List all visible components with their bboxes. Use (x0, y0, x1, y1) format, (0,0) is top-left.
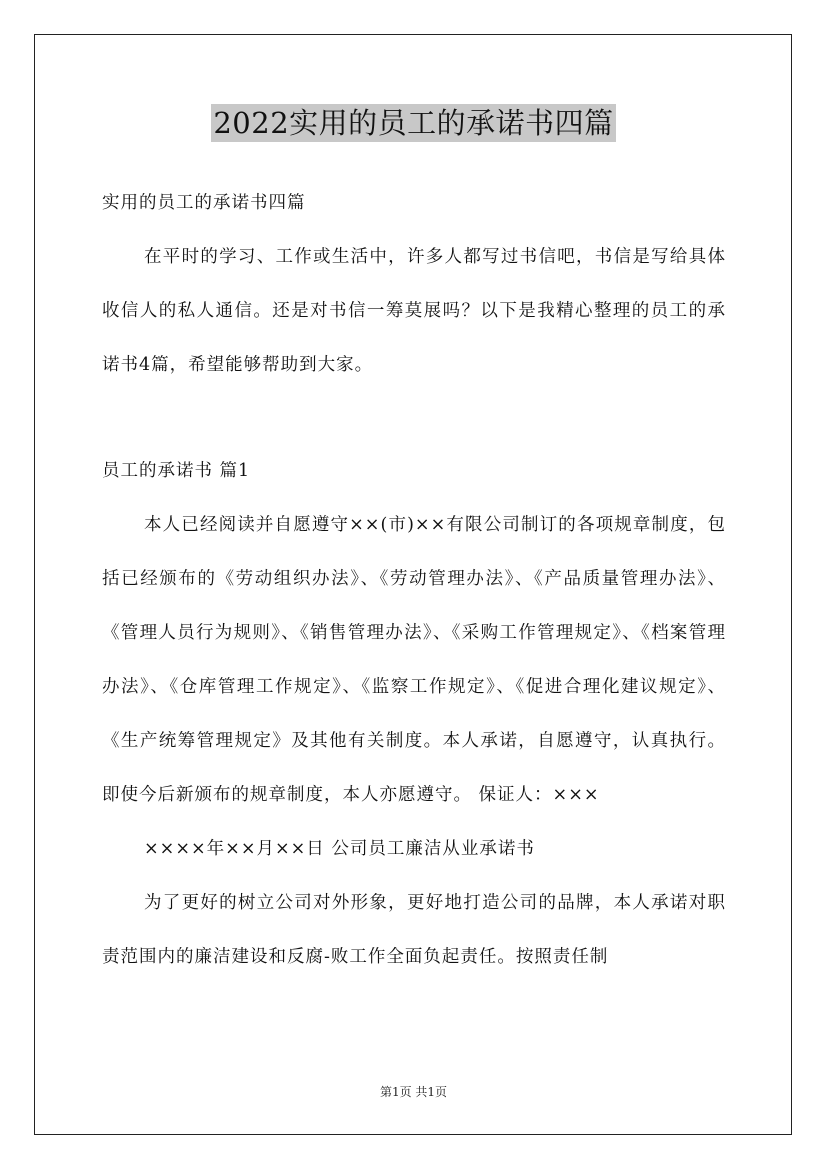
section2-paragraph: 为了更好的树立公司对外形象，更好地打造公司的品牌，本人承诺对职责范围内的廉洁建设和反腐-败工作全面负起责任。按照责任制 (102, 893, 726, 967)
document-body (102, 176, 726, 984)
document-subtitle: 实用的员工的承诺书四篇 (102, 193, 306, 213)
page-footer: 第1页 共1页 (379, 1085, 448, 1099)
title-container (0, 104, 827, 142)
date-line: ××××年××月××日 公司员工廉洁从业承诺书 (144, 839, 535, 859)
section-heading: 员工的承诺书 篇1 (102, 461, 251, 481)
intro-paragraph: 在平时的学习、工作或生活中，许多人都写过书信吧，书信是写给具体收信人的私人通信。还是对书信一筹莫展吗？以下是我精心整理的员工的承诺书4篇，希望能够帮助到大家。 (102, 247, 726, 375)
paragraph-spacer (102, 392, 726, 444)
document-title: 2022实用的员工的承诺书四篇 (213, 106, 614, 140)
section1-paragraph: 本人已经阅读并自愿遵守××(市)××有限公司制订的各项规章制度，包括已经颁布的《劳动组织办法》、《劳动管理办法》、《产品质量管理办法》、《管理人员行为规则》、《销售管理办法》、《采购工作管理规定》、《档案管理办法》、《仓库管理工作规定》、《监察工作规定》、《促进合理化建议规定》、《生产统筹管理规定》及其他有关制度。本人承诺，自愿遵守，认真执行。即使今后新颁布的规章制度，本人亦愿遵守。 保证人：××× (102, 515, 726, 805)
